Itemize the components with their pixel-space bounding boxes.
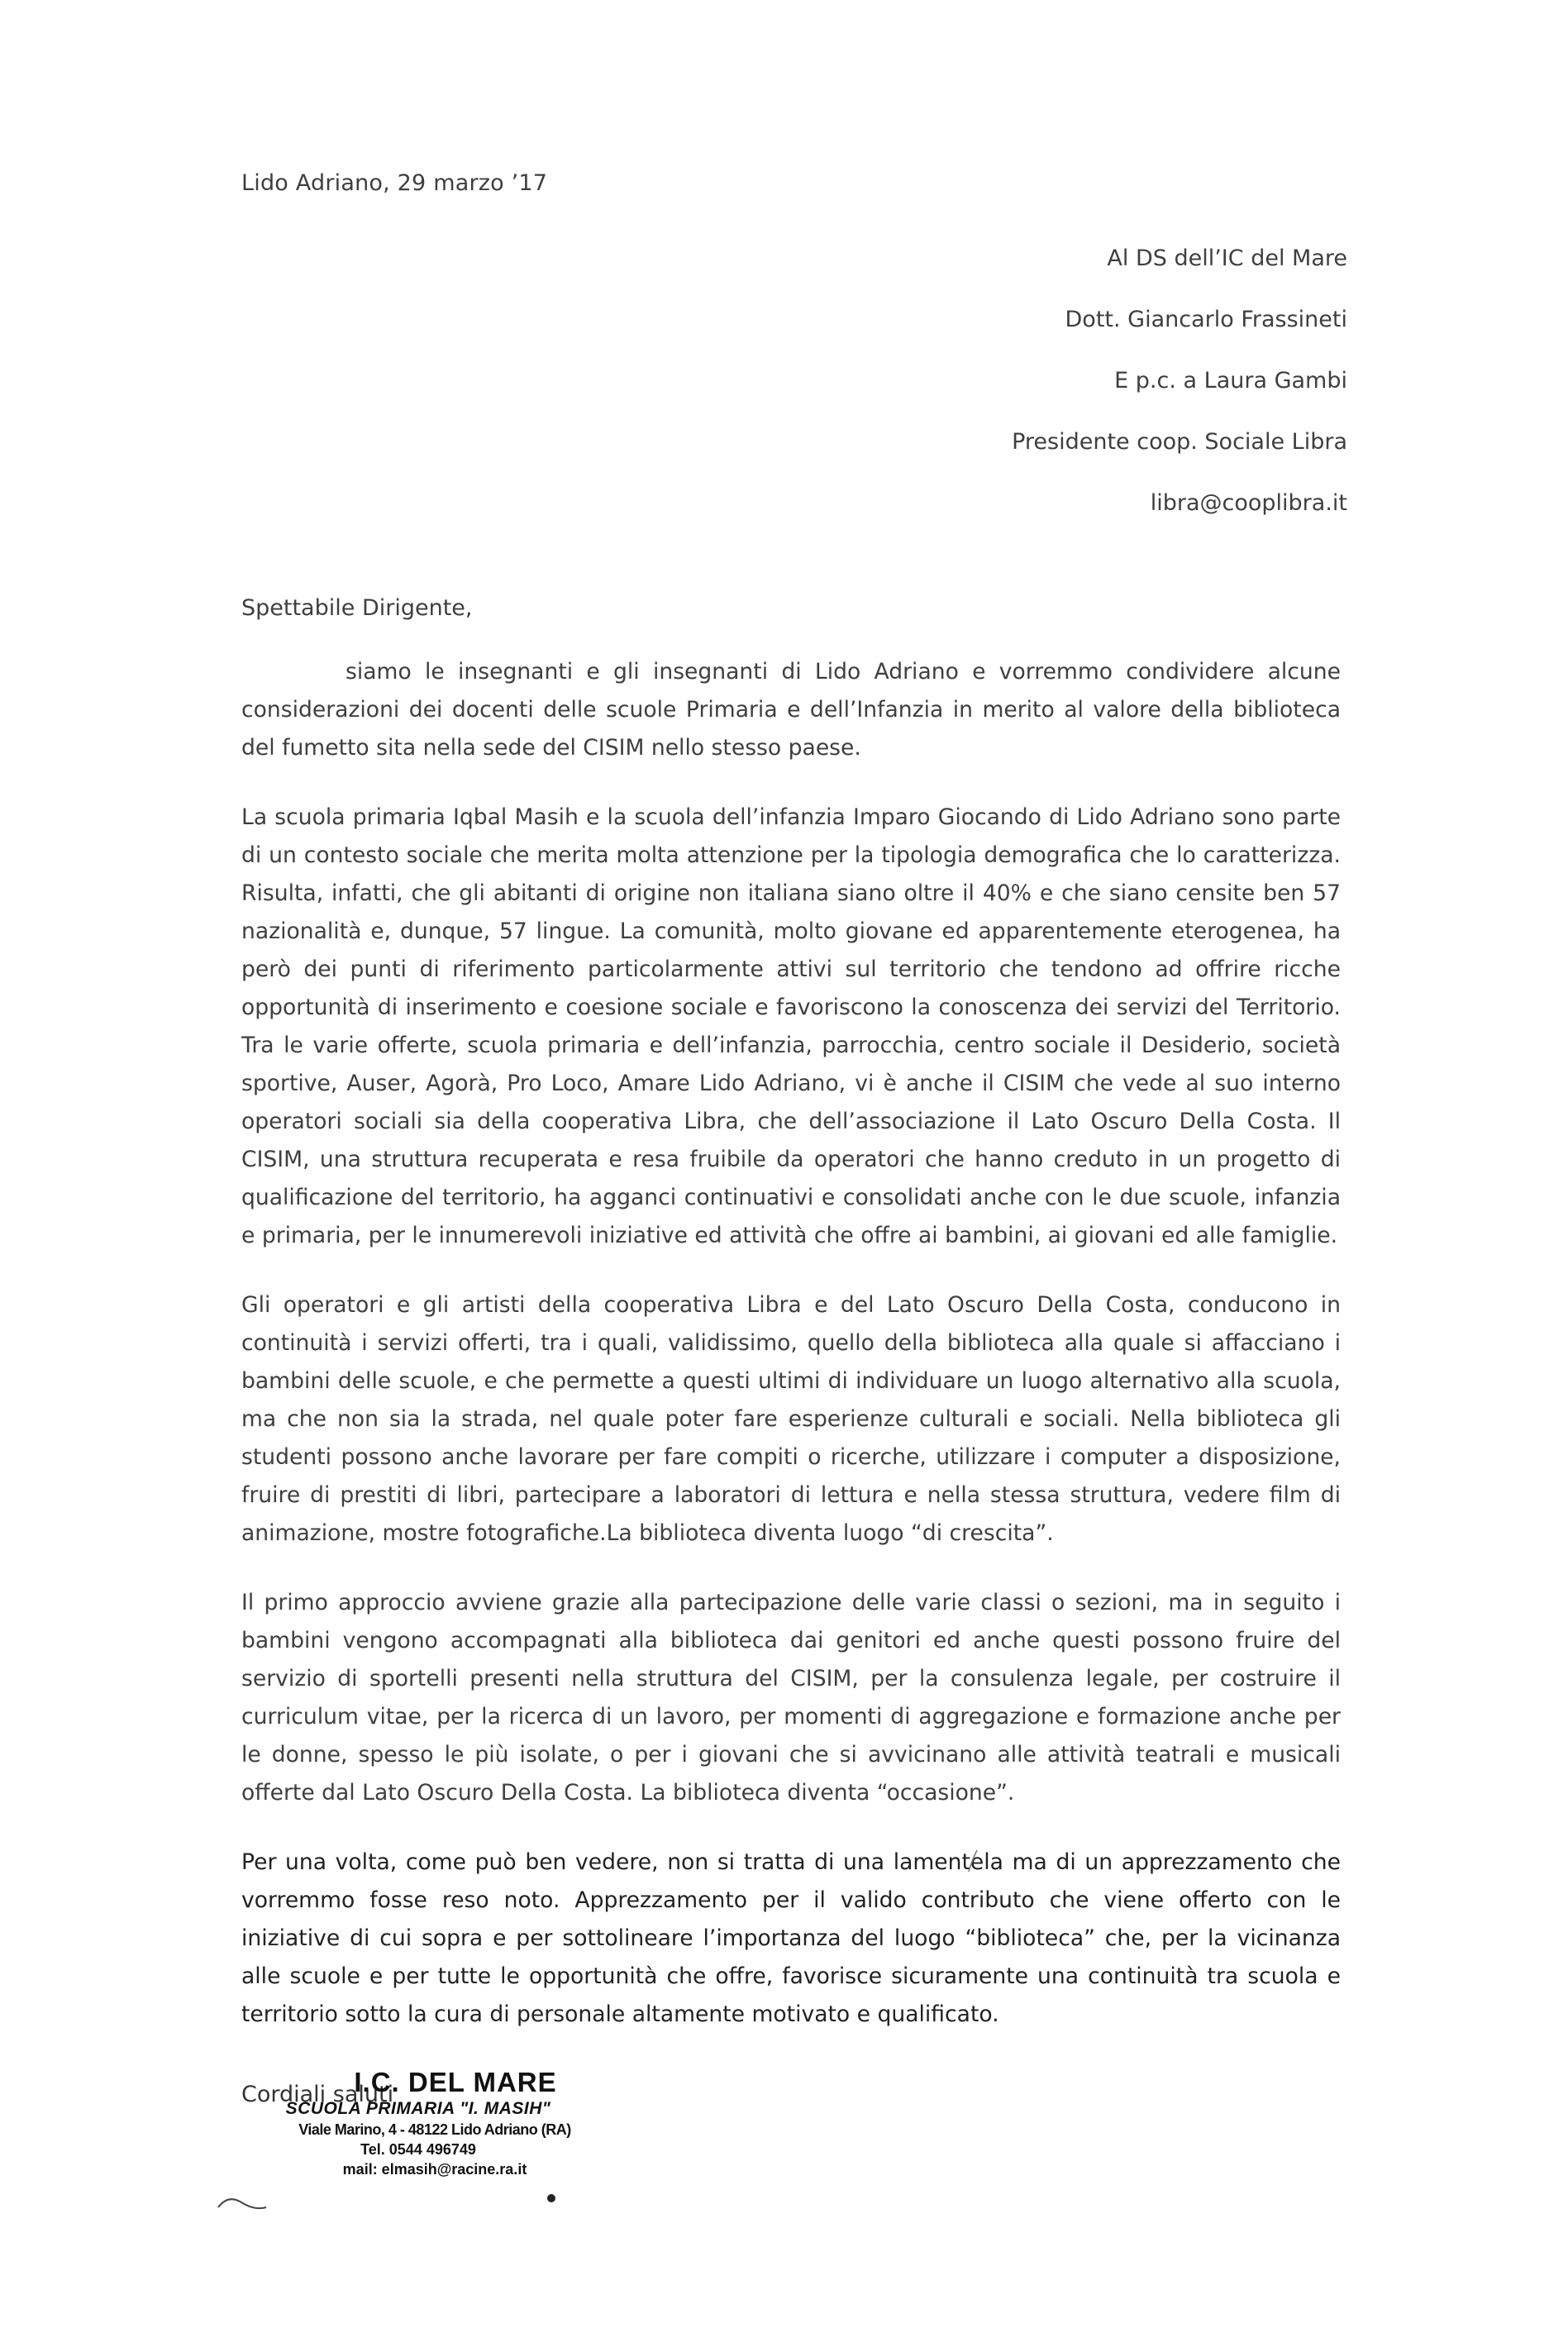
stamp-address: Viale Marino, 4 - 48122 Lido Adriano (RA) [298, 2121, 571, 2138]
recipient-line: Presidente coop. Sociale Libra [1012, 429, 1347, 455]
recipient-email: libra@cooplibra.it [1150, 490, 1347, 516]
recipient-block [1012, 228, 1347, 534]
closing-line: Cordiali saluti [241, 2082, 394, 2107]
body-paragraph: siamo le insegnanti e gli insegnanti di Lido Adriano e vorremmo condividere alcune considerazioni dei docenti delle scuole Primaria e dell’Infanzia in merito al valore della biblioteca del fumetto sita nella sede del CISIM nello stesso paese. [241, 659, 1341, 761]
stamp-email: mail: elmasih@racine.ra.it [342, 2161, 527, 2178]
body-paragraph: Per una volta, come può ben vedere, non si tratta di una lamentela ma di un apprezzamento che vorremmo fosse reso noto. Apprezzamento per il valido contributo che viene offerto con le iniziative di cui sopra e per sottolineare l’importanza del luogo “biblioteca” che, per la vicinanza alle scuole e per tutte le opportunità che offre, favorisce sicuramente una continuità tra scuola e territorio sotto la cura di personale altamente motivato e qualificato. [241, 1849, 1341, 2027]
stamp-school: SCUOLA PRIMARIA "I. MASIH" [285, 2099, 551, 2118]
body-paragraph: Il primo approccio avviene grazie alla partecipazione delle varie classi o sezioni, ma in seguito i bambini vengono accompagnati alla biblioteca dai genitori ed anche questi possono fruire del servizio di sportelli presenti nella struttura del CISIM, per la consulenza legale, per costruire il curriculum vitae, per la ricerca di un lavoro, per momenti di aggregazione e formazione anche per le donne, spesso le più isolate, o per i giovani che si avvicinano alle attività teatrali e musicali offerte dal Lato Oscuro Della Costa. La biblioteca diventa “occasione”. [241, 1590, 1341, 1806]
recipient-line: Al DS dell’IC del Mare [1107, 246, 1347, 271]
stamp-institute: I.C. DEL MARE [354, 2067, 557, 2097]
recipient-line: Dott. Giancarlo Frassineti [1065, 307, 1347, 332]
salutation: Spettabile Dirigente, [241, 595, 473, 621]
body-paragraph: La scuola primaria Iqbal Masih e la scuola dell’infanzia Imparo Giocando di Lido Adriano sono parte di un contesto sociale che merita molta attenzione per la tipologia demografica che lo caratterizza. Risulta, infatti, che gli abitanti di origine non italiana siano oltre il 40% e che siano censite ben 57 nazionalità e, dunque, 57 lingue. La comunità, molto giovane ed apparentemente eterogenea, ha però dei punti di riferimento particolarmente attivi sul territorio che tendono ad offrire ricche opportunità di inserimento e coesione sociale e favoriscono la conoscenza dei servizi del Territorio. Tra le varie offerte, scuola primaria e dell’infanzia, parrocchia, centro sociale il Desiderio, società sportive, Auser, Agorà, Pro Loco, Amare Lido Adriano, vi è anche il CISIM che vede al suo interno operatori sociali sia della cooperativa Libra, che dell’associazione il Lato Oscuro Della Costa. Il CISIM, una struttura recuperata e resa fruibile da operatori che hanno creduto in un progetto di qualificazione del territorio, ha agganci continuativi e consolidati anche con le due scuole, infanzia e primaria, per le innumerevoli iniziative ed attività che offre ai bambini, ai giovani ed alle famiglie. [241, 804, 1341, 1248]
pen-tick [965, 1849, 982, 1873]
pen-mark [217, 2183, 564, 2216]
stamp-phone: Tel. 0544 496749 [360, 2141, 476, 2158]
ink-dot [547, 2194, 555, 2202]
letter-body [241, 653, 1341, 2065]
date-line: Lido Adriano, 29 marzo ’17 [241, 170, 548, 196]
school-stamp [245, 2067, 592, 2179]
body-paragraph: Gli operatori e gli artisti della cooperativa Libra e del Lato Oscuro Della Costa, conducono in continuità i servizi offerti, tra i quali, validissimo, quello della biblioteca alla quale si affacciano i bambini delle scuole, e che permette a questi ultimi di individuare un luogo alternativo alla scuola, ma che non sia la strada, nel quale poter fare esperienze culturali e sociali. Nella biblioteca gli studenti possono anche lavorare per fare compiti o ricerche, utilizzare i computer a disposizione, fruire di prestiti di libri, partecipare a laboratori di lettura e nella stessa struttura, vedere film di animazione, mostre fotografiche.La biblioteca diventa luogo “di crescita”. [241, 1292, 1341, 1546]
recipient-line: E p.c. a Laura Gambi [1114, 368, 1347, 394]
